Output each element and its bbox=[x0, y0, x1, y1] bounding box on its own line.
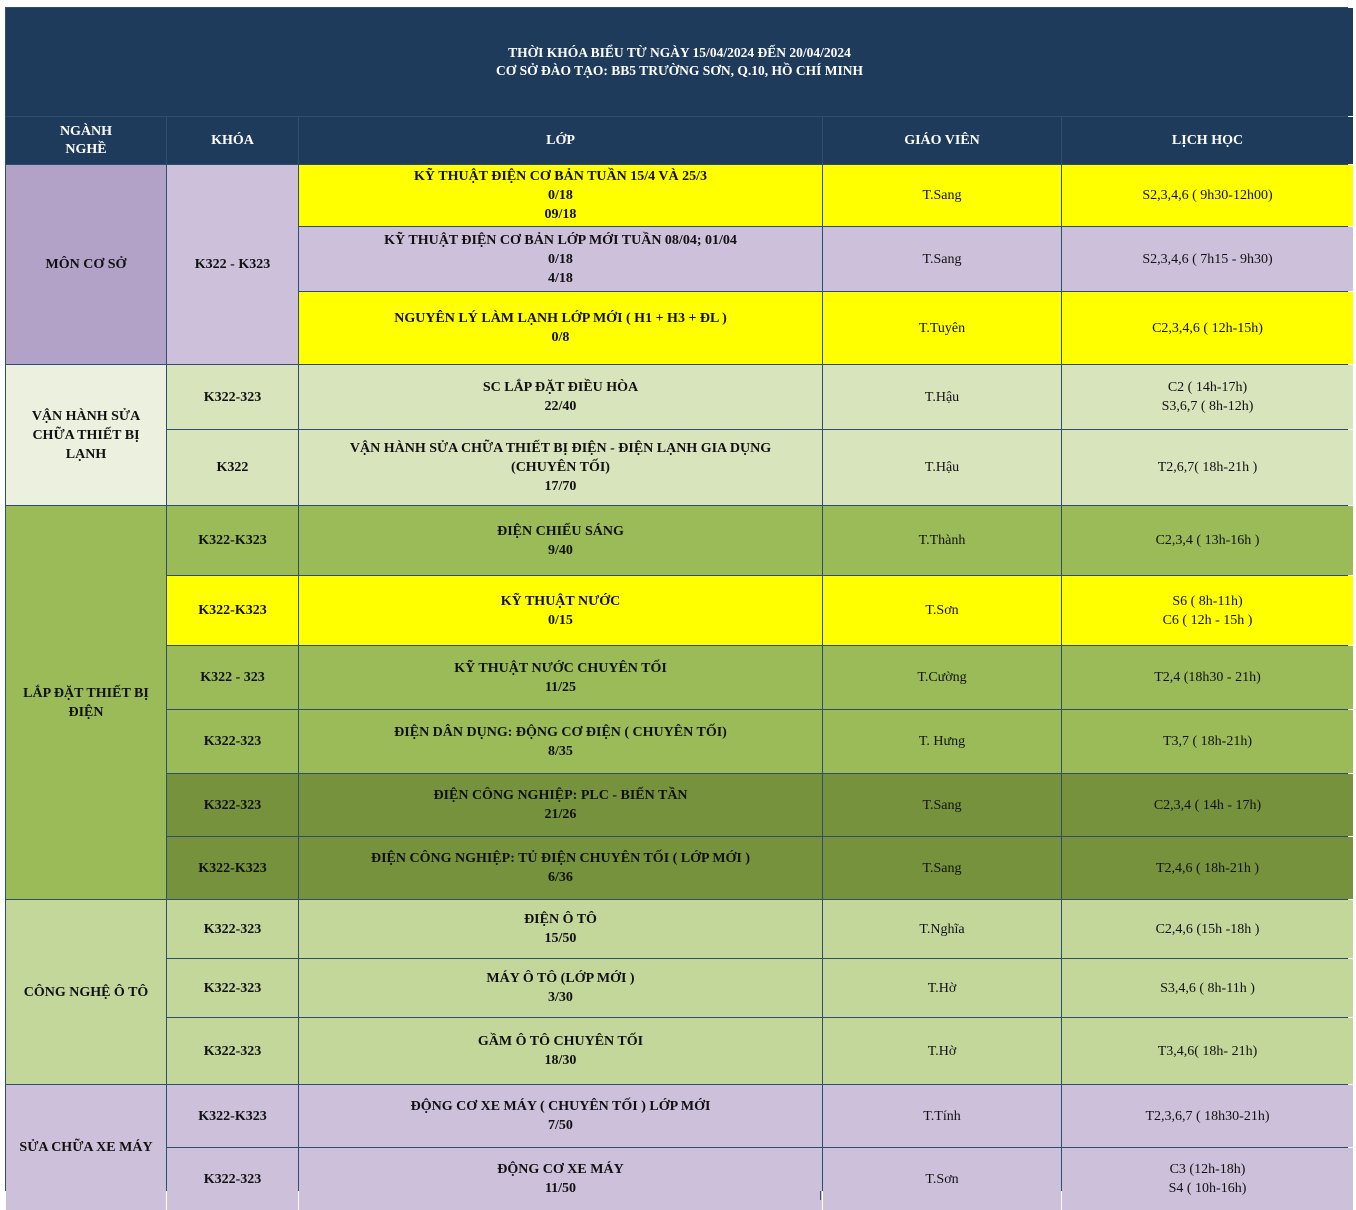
lop-count: 0/15 bbox=[548, 612, 573, 628]
group-lap-dat-thiet-bi-dien bbox=[6, 506, 166, 899]
khoa-cell: K322-323 bbox=[167, 1148, 298, 1210]
lop-cell bbox=[299, 1085, 822, 1147]
lop-count: 8/35 bbox=[548, 743, 573, 759]
giao-vien-cell: T. Hưng bbox=[823, 710, 1061, 773]
khoa-cell: K322 - K323 bbox=[167, 165, 298, 364]
schedule-title bbox=[6, 8, 1353, 116]
lich-line: T3,7 ( 18h-21h) bbox=[1162, 734, 1253, 749]
khoa-cell: K322-K323 bbox=[167, 506, 298, 575]
lop-cell bbox=[299, 900, 822, 958]
group-mon-co-so bbox=[6, 165, 166, 364]
lich-line: S4 ( 10h-16h) bbox=[1168, 1181, 1247, 1196]
giao-vien-cell: T.Sang bbox=[823, 837, 1061, 899]
lop-cell bbox=[299, 292, 822, 364]
group-label: MÔN CƠ SỞ bbox=[45, 257, 127, 272]
khoa-cell: K322-323 bbox=[167, 1018, 298, 1084]
lich-line: T3,4,6( 18h- 21h) bbox=[1157, 1043, 1258, 1059]
lop-count: 18/30 bbox=[544, 1053, 577, 1068]
lich-hoc-cell bbox=[1062, 710, 1353, 773]
lich-hoc-cell bbox=[1062, 576, 1353, 645]
lop-cell bbox=[299, 710, 822, 773]
lop-name: SC LẮP ĐẶT ĐIỀU HÒA bbox=[482, 380, 639, 395]
lop-count: 11/50 bbox=[544, 1181, 577, 1196]
lop-count: 22/40 bbox=[544, 399, 577, 414]
giao-vien-cell: T.Sang bbox=[823, 165, 1061, 226]
lop-cell bbox=[299, 430, 822, 505]
title-line-1: THỜI KHÓA BIỂU TỪ NGÀY 15/04/2024 ĐẾN 20/04/2024 bbox=[508, 45, 851, 60]
lop-name: ĐỘNG CƠ XE MÁY ( CHUYÊN TỐI ) LỚP MỚI bbox=[410, 1099, 711, 1114]
lich-hoc-cell bbox=[1062, 292, 1353, 364]
header-lop: LỚP bbox=[299, 117, 822, 164]
giao-vien-cell: T.Tuyên bbox=[823, 292, 1061, 364]
lop-cell bbox=[299, 165, 822, 226]
lop-count: 15/50 bbox=[544, 931, 577, 946]
lich-hoc-cell bbox=[1062, 506, 1353, 575]
giao-vien-cell: T.Tính bbox=[823, 1085, 1061, 1147]
giao-vien-cell: T.Sang bbox=[823, 227, 1061, 291]
lop-count: 0/8 bbox=[551, 330, 570, 345]
lop-name: NGUYÊN LÝ LÀM LẠNH LỚP MỚI ( H1 + H3 + ĐL ) bbox=[394, 311, 727, 326]
lop-name: KỸ THUẬT ĐIỆN CƠ BẢN LỚP MỚI TUẦN 08/04; 01/04 bbox=[384, 232, 737, 248]
giao-vien-cell: T.Nghĩa bbox=[823, 900, 1061, 958]
lop-name: GẦM Ô TÔ CHUYÊN TỐI bbox=[477, 1034, 644, 1049]
lop-count: 4/18 bbox=[548, 270, 573, 286]
lop-name: MÁY Ô TÔ (LỚP MỚI ) bbox=[486, 971, 635, 986]
group-van-hanh-sua-chua bbox=[6, 365, 166, 505]
header-nganh-nghe bbox=[6, 117, 166, 164]
lop-cell bbox=[299, 1148, 822, 1210]
lop-cell bbox=[299, 837, 822, 899]
khoa-cell: K322-K323 bbox=[167, 837, 298, 899]
lich-line: C3 (12h-18h) bbox=[1169, 1162, 1246, 1177]
lop-count: 17/70 bbox=[544, 479, 577, 494]
khoa-cell: K322-323 bbox=[167, 900, 298, 958]
group-label: SỬA CHỮA XE MÁY bbox=[19, 1140, 153, 1155]
giao-vien-cell: T.Hậu bbox=[823, 365, 1061, 429]
lich-hoc-cell bbox=[1062, 1148, 1353, 1210]
lich-line: T2,3,6,7 ( 18h30-21h) bbox=[1145, 1108, 1270, 1124]
khoa-cell: K322-323 bbox=[167, 365, 298, 429]
lop-name: ĐIỆN CÔNG NGHIỆP: TỦ ĐIỆN CHUYÊN TỐI ( LỚP MỚI ) bbox=[370, 851, 751, 866]
lich-line: T2,4,6 ( 18h-21h ) bbox=[1155, 860, 1260, 876]
lop-count: 6/36 bbox=[548, 870, 573, 885]
lop-cell bbox=[299, 506, 822, 575]
lop-cell bbox=[299, 365, 822, 429]
lop-count: 3/30 bbox=[548, 990, 573, 1005]
header-giao-vien: GIÁO VIÊN bbox=[823, 117, 1061, 164]
lop-count: 09/18 bbox=[544, 207, 577, 222]
schedule-table bbox=[5, 7, 1348, 1196]
lop-name: KỸ THUẬT ĐIỆN CƠ BẢN TUẦN 15/4 VÀ 25/3 bbox=[413, 169, 707, 184]
lich-line: S2,3,4,6 ( 9h30-12h00) bbox=[1142, 188, 1273, 203]
giao-vien-cell: T.Sơn bbox=[823, 576, 1061, 645]
lop-count: 9/40 bbox=[548, 542, 573, 558]
header-khoa: KHÓA bbox=[167, 117, 298, 164]
lop-name: ĐIỆN DÂN DỤNG: ĐỘNG CƠ ĐIỆN ( CHUYÊN TỐI) bbox=[394, 724, 727, 740]
group-label: CHỮA THIẾT BỊ bbox=[32, 427, 140, 443]
title-line-2: CƠ SỞ ĐÀO TẠO: BB5 TRƯỜNG SƠN, Q.10, HỒ CHÍ MINH bbox=[496, 63, 863, 78]
group-label: VẬN HÀNH SỬA bbox=[31, 408, 141, 424]
giao-vien-cell: T.Sơn bbox=[823, 1148, 1061, 1210]
lop-cell bbox=[299, 959, 822, 1017]
lop-count: 0/18 bbox=[548, 251, 573, 267]
khoa-cell: K322 - 323 bbox=[167, 646, 298, 709]
lop-name: ĐIỆN CÔNG NGHIỆP: PLC - BIẾN TẦN bbox=[433, 788, 688, 803]
lich-line: C2 ( 14h-17h) bbox=[1167, 380, 1248, 395]
table-continuation bbox=[5, 1191, 1348, 1200]
lich-line: C2,4,6 (15h -18h ) bbox=[1155, 921, 1260, 937]
giao-vien-cell: T.Hờ bbox=[823, 959, 1061, 1017]
lop-name: (CHUYÊN TỐI) bbox=[511, 460, 610, 475]
lop-cell bbox=[299, 646, 822, 709]
lich-hoc-cell bbox=[1062, 959, 1353, 1017]
header-lich-hoc: LỊCH HỌC bbox=[1062, 117, 1353, 164]
group-label: ĐIỆN bbox=[68, 704, 104, 720]
lop-count: 7/50 bbox=[548, 1118, 573, 1133]
lich-hoc-cell bbox=[1062, 900, 1353, 958]
lich-line: C2,3,4 ( 14h - 17h) bbox=[1153, 797, 1262, 813]
lich-hoc-cell bbox=[1062, 646, 1353, 709]
header-nganh-text-2: NGHỀ bbox=[65, 141, 107, 157]
lich-line: S6 ( 8h-11h) bbox=[1172, 593, 1243, 609]
group-cong-nghe-o-to bbox=[6, 900, 166, 1084]
lop-cell bbox=[299, 1018, 822, 1084]
group-label: LẮP ĐẶT THIẾT BỊ bbox=[23, 685, 149, 701]
lich-line: C2,3,4,6 ( 12h-15h) bbox=[1152, 320, 1263, 336]
khoa-cell: K322-323 bbox=[167, 959, 298, 1017]
lop-cell bbox=[299, 227, 822, 291]
group-label: CÔNG NGHỆ Ô TÔ bbox=[23, 984, 149, 1000]
lich-hoc-cell bbox=[1062, 1018, 1353, 1084]
lop-count: 11/25 bbox=[544, 679, 577, 695]
lich-hoc-cell bbox=[1062, 165, 1353, 226]
lop-name: ĐIỆN CHIẾU SÁNG bbox=[497, 523, 624, 539]
lich-line: C2,3,4 ( 13h-16h ) bbox=[1155, 533, 1260, 548]
lop-cell bbox=[299, 576, 822, 645]
lop-name: KỸ THUẬT NƯỚC bbox=[500, 593, 621, 609]
lich-hoc-cell bbox=[1062, 227, 1353, 291]
lich-line: S2,3,4,6 ( 7h15 - 9h30) bbox=[1142, 251, 1273, 267]
lich-line: S3,6,7 ( 8h-12h) bbox=[1161, 399, 1254, 414]
lich-hoc-cell bbox=[1062, 837, 1353, 899]
group-label: LẠNH bbox=[65, 446, 107, 462]
giao-vien-cell: T.Hờ bbox=[823, 1018, 1061, 1084]
giao-vien-cell: T.Thành bbox=[823, 506, 1061, 575]
lop-name: KỸ THUẬT NƯỚC CHUYÊN TỐI bbox=[454, 660, 667, 676]
lich-hoc-cell bbox=[1062, 774, 1353, 836]
lich-hoc-cell bbox=[1062, 1085, 1353, 1147]
lop-name: VẬN HÀNH SỬA CHỮA THIẾT BỊ ĐIỆN - ĐIỆN LẠNH GIA DỤNG bbox=[349, 441, 772, 456]
lich-hoc-cell bbox=[1062, 430, 1353, 505]
khoa-cell: K322 bbox=[167, 430, 298, 505]
lop-name: ĐIỆN Ô TÔ bbox=[524, 912, 597, 927]
giao-vien-cell: T.Sang bbox=[823, 774, 1061, 836]
lich-line: S3,4,6 ( 8h-11h ) bbox=[1160, 980, 1255, 996]
lich-hoc-cell bbox=[1062, 365, 1353, 429]
khoa-cell: K322-323 bbox=[167, 774, 298, 836]
khoa-cell: K322-323 bbox=[167, 710, 298, 773]
lop-count: 0/18 bbox=[548, 188, 573, 203]
column-divider bbox=[820, 1191, 821, 1200]
header-nganh-text-1: NGÀNH bbox=[59, 123, 113, 139]
lich-line: T2,4 (18h30 - 21h) bbox=[1154, 670, 1261, 685]
lich-line: C6 ( 12h - 15h ) bbox=[1162, 612, 1253, 628]
giao-vien-cell: T.Hậu bbox=[823, 430, 1061, 505]
lop-count: 21/26 bbox=[544, 807, 577, 822]
lop-name: ĐỘNG CƠ XE MÁY bbox=[497, 1162, 624, 1177]
khoa-cell: K322-K323 bbox=[167, 1085, 298, 1147]
giao-vien-cell: T.Cường bbox=[823, 646, 1061, 709]
khoa-cell: K322-K323 bbox=[167, 576, 298, 645]
lop-cell bbox=[299, 774, 822, 836]
lich-line: T2,6,7( 18h-21h ) bbox=[1157, 460, 1258, 475]
